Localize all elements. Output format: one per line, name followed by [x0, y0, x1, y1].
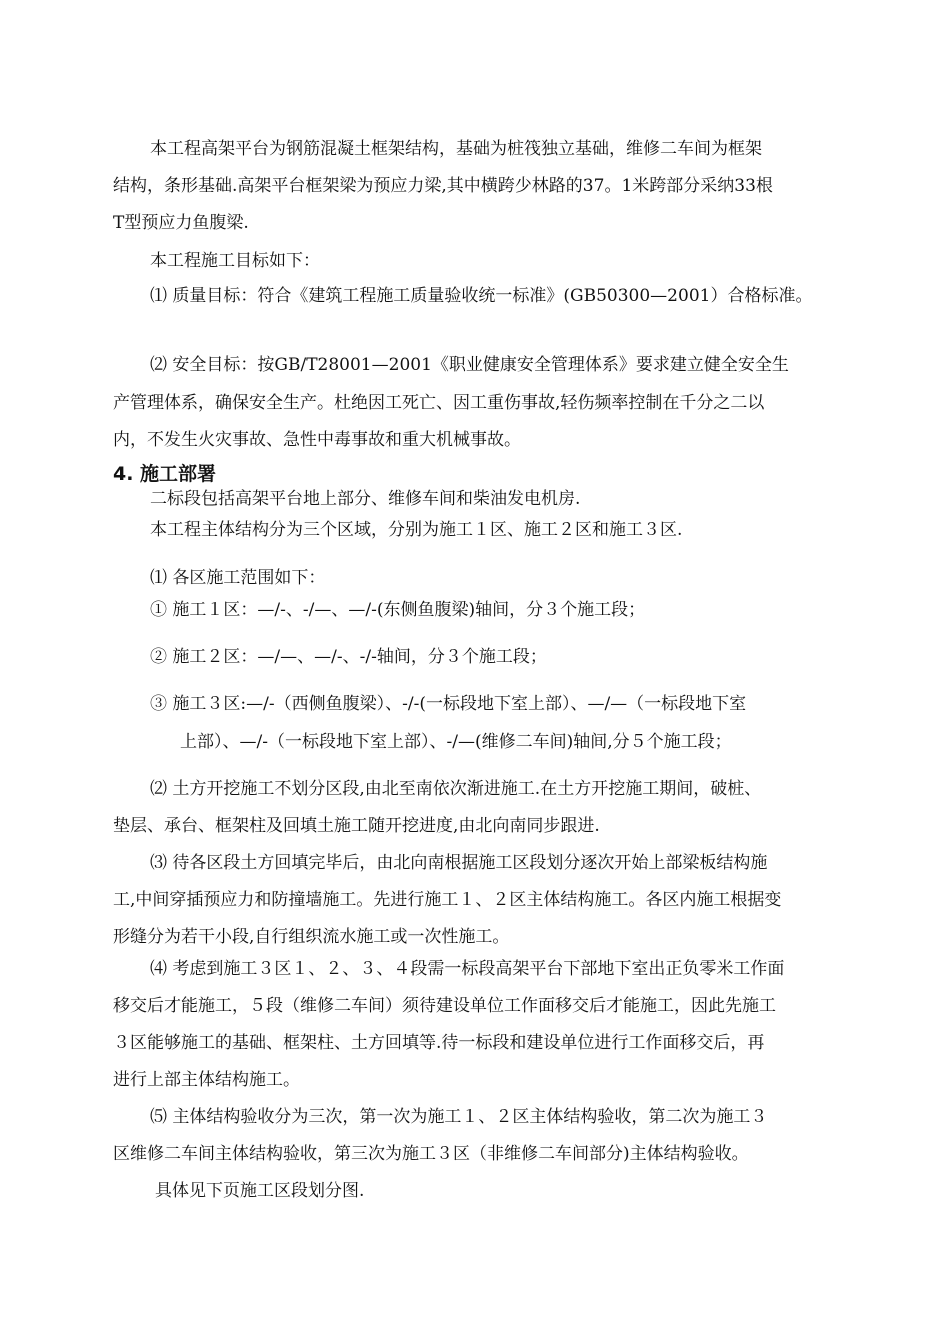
- list-item: ② 施工２区：—/—、—/-、-/-轴间，分３个施工段；: [150, 647, 547, 667]
- paragraph-line: ⑵ 土方开挖施工不划分区段,由北至南依次渐进施工.在土方开挖施工期间，破桩、: [150, 779, 762, 799]
- list-item: ③ 施工３区:—/-（西侧鱼腹梁）、-/-(一标段地下室上部）、—/—（一标段地下室: [150, 694, 747, 714]
- paragraph-line: 进行上部主体结构施工。: [113, 1070, 300, 1090]
- paragraph-line: 区维修二车间主体结构验收，第三次为施工３区（非维修二车间部分)主体结构验收。: [113, 1144, 749, 1164]
- paragraph-line: 本工程主体结构分为三个区域，分别为施工１区、施工２区和施工３区.: [150, 520, 683, 540]
- paragraph-line: 结构，条形基础.高架平台框架梁为预应力梁,其中横跨少林路的37。1米跨部分采纳33根: [113, 176, 773, 196]
- paragraph-line: ⑴ 质量目标：符合《建筑工程施工质量验收统一标准》(GB50300—2001）合格标准。: [150, 286, 813, 306]
- paragraph-line: 本工程施工目标如下：: [150, 251, 320, 271]
- section-heading: 4. 施工部署: [113, 463, 217, 485]
- paragraph-line: 本工程高架平台为钢筋混凝土框架结构，基础为桩筏独立基础，维修二车间为框架: [150, 139, 762, 159]
- paragraph-line: 垫层、承台、框架柱及回填土施工随开挖进度,由北向南同步跟进.: [113, 816, 600, 836]
- paragraph-line: ⑸ 主体结构验收分为三次，第一次为施工１、２区主体结构验收，第二次为施工３: [150, 1107, 768, 1127]
- paragraph-line: 具体见下页施工区段划分图.: [155, 1181, 365, 1201]
- paragraph-line: T型预应力鱼腹梁.: [113, 213, 249, 233]
- list-item: ① 施工１区：—/-、-/—、—/-(东侧鱼腹梁)轴间，分３个施工段；: [150, 600, 646, 620]
- paragraph-line: 移交后才能施工，５段（维修二车间）须待建设单位工作面移交后才能施工，因此先施工: [113, 996, 776, 1016]
- paragraph-line: 内，不发生火灾事故、急性中毒事故和重大机械事故。: [113, 430, 521, 450]
- list-item: 上部）、—/-（一标段地下室上部）、-/—(维修二车间)轴间,分５个施工段；: [180, 732, 732, 752]
- paragraph-line: ⑷ 考虑到施工３区１、２、３、４段需一标段高架平台下部地下室出正负零米工作面: [150, 959, 785, 979]
- paragraph-line: 二标段包括高架平台地上部分、维修车间和柴油发电机房.: [150, 489, 581, 509]
- paragraph-line: 产管理体系，确保安全生产。杜绝因工死亡、因工重伤事故,轻伤频率控制在千分之二以: [113, 393, 765, 413]
- paragraph-line: ⑶ 待各区段土方回填完毕后，由北向南根据施工区段划分逐次开始上部梁板结构施: [150, 853, 768, 873]
- paragraph-line: ３区能够施工的基础、框架柱、土方回填等.待一标段和建设单位进行工作面移交后，再: [113, 1033, 765, 1053]
- paragraph-line: ⑴ 各区施工范围如下：: [150, 568, 326, 588]
- paragraph-line: ⑵ 安全目标：按GB/T28001—2001《职业健康安全管理体系》要求建立健全安全生: [150, 355, 789, 375]
- paragraph-line: 工,中间穿插预应力和防撞墙施工。先进行施工１、２区主体结构施工。各区内施工根据变: [113, 890, 782, 910]
- paragraph-line: 形缝分为若干小段,自行组织流水施工或一次性施工。: [113, 927, 510, 947]
